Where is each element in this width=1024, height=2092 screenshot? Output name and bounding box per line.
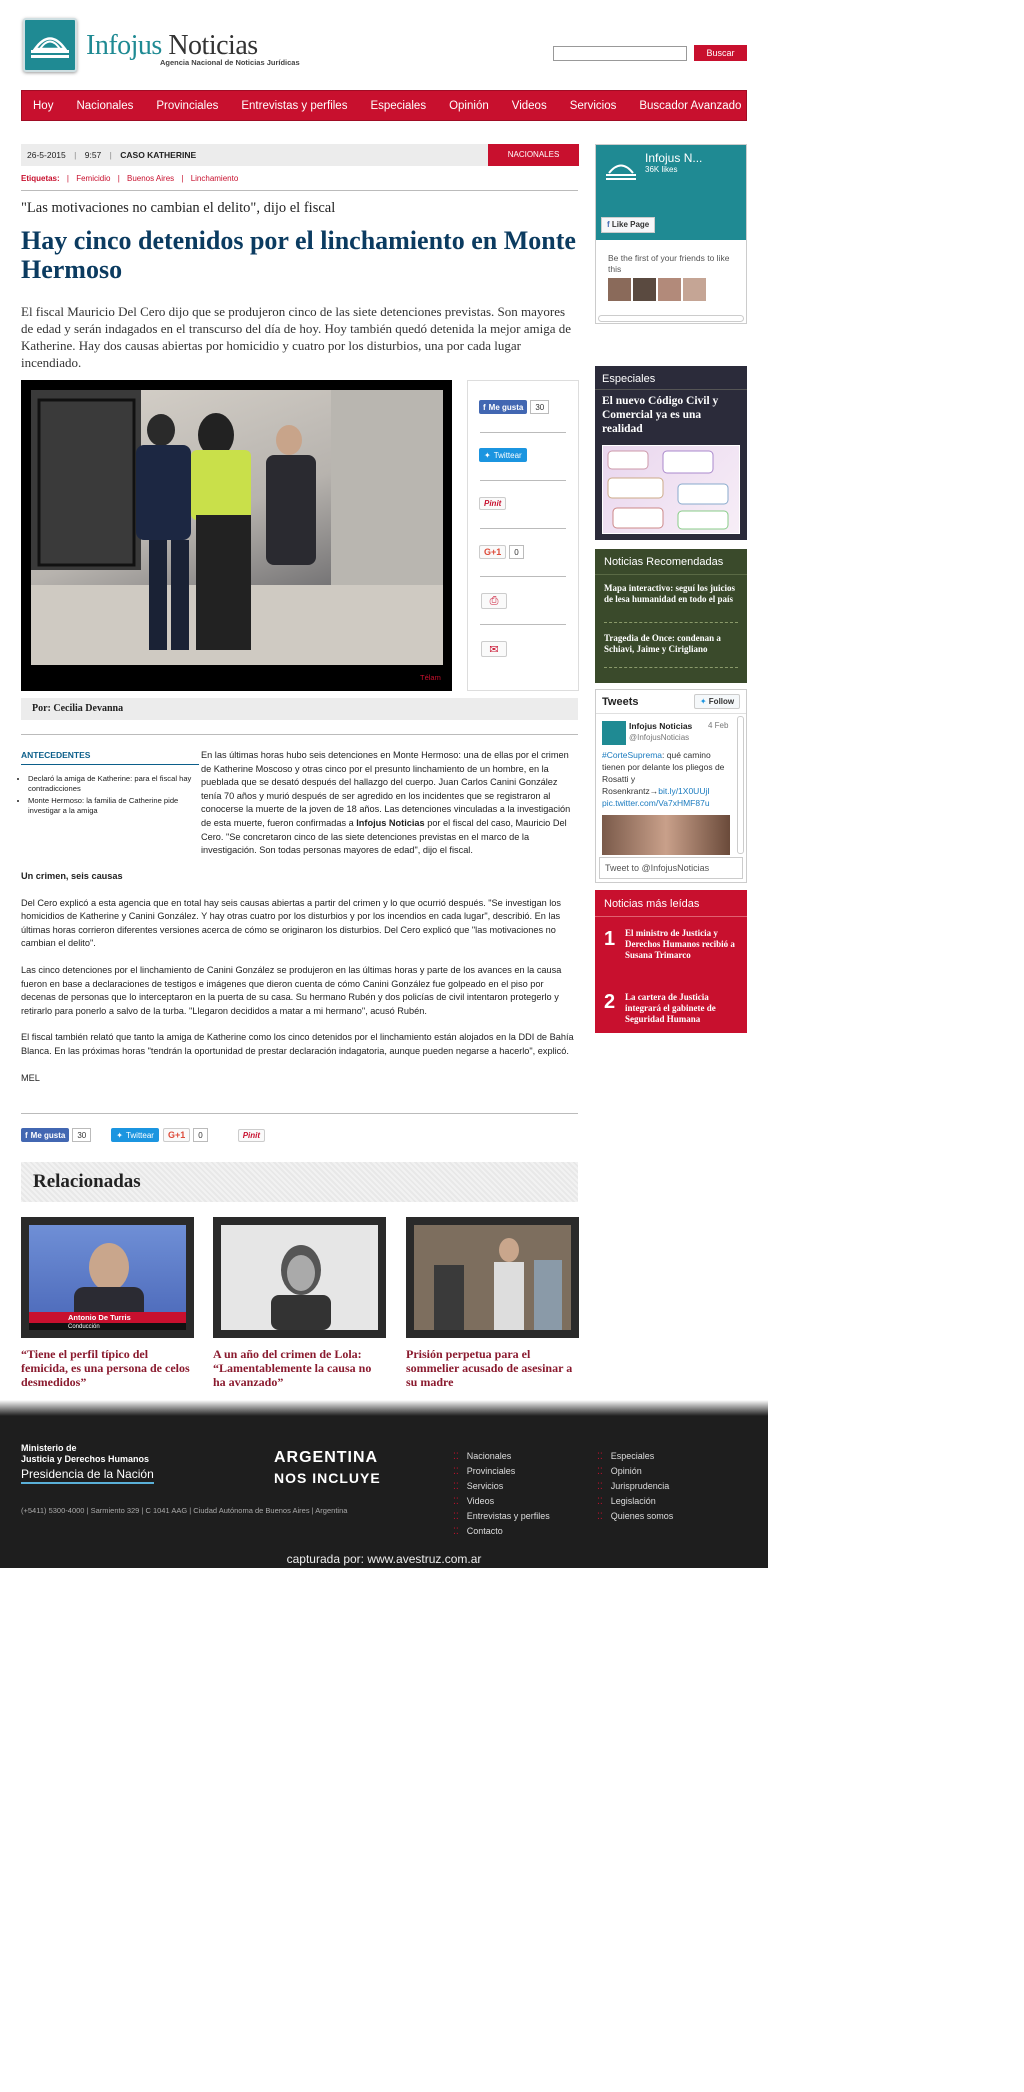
- nav-item-servicios[interactable]: Servicios: [569, 99, 617, 112]
- footer-link[interactable]: Jurisprudencia: [610, 1481, 670, 1491]
- nav-item-buscador[interactable]: Buscador Avanzado: [639, 99, 742, 112]
- article-signature: MEL: [21, 1072, 40, 1083]
- search-input[interactable]: [553, 46, 687, 61]
- twitter-label: Twittear: [125, 1130, 154, 1140]
- footer-link[interactable]: Nacionales: [466, 1451, 512, 1461]
- divider: [604, 667, 738, 668]
- related-photo-2: [221, 1225, 378, 1330]
- divider: [21, 1113, 578, 1114]
- tweet-body: : qué camino tienen por delante los pliegos de Rosatti y Rosenkrantz→: [602, 750, 725, 796]
- nav-item-provinciales[interactable]: Provinciales: [156, 99, 219, 112]
- gplus-button[interactable]: G+1: [479, 545, 506, 559]
- recomendada-link[interactable]: Tragedia de Once: condenan a Schiavi, Jaime y Cirigliano: [604, 633, 721, 654]
- article-date: 26-5-2015: [27, 150, 66, 160]
- tweets-label: Tweets: [602, 696, 639, 708]
- tweet-link[interactable]: bit.ly/1X0UUjI: [658, 786, 710, 796]
- bullet-icon: ⁚⁚: [597, 1511, 603, 1521]
- nav-item-especiales[interactable]: Especiales: [370, 99, 427, 112]
- nav-item-entrevistas[interactable]: Entrevistas y perfiles: [241, 99, 348, 112]
- sun-rays-icon: [25, 20, 75, 70]
- tweet-avatar[interactable]: [602, 721, 626, 745]
- rank-number: 1: [604, 928, 616, 950]
- especiales-image[interactable]: [602, 445, 740, 534]
- gplus-count: 0: [509, 545, 523, 559]
- section-tag[interactable]: NACIONALES: [488, 144, 579, 166]
- mas-leida-link[interactable]: El ministro de Justicia y Derechos Humanos recibió a Susana Trimarco: [625, 928, 735, 960]
- email-button[interactable]: [481, 641, 507, 657]
- antecedentes-label: ANTECEDENTES: [21, 750, 91, 760]
- footer-gradient: [0, 1400, 768, 1416]
- divider: [480, 480, 566, 481]
- pinterest-button[interactable]: Pinit: [238, 1129, 265, 1142]
- article-time: 9:57: [84, 150, 102, 160]
- footer-link[interactable]: Legislación: [610, 1496, 656, 1506]
- footer-link[interactable]: Contacto: [466, 1526, 503, 1536]
- tweets-scrollbar[interactable]: [737, 716, 744, 854]
- facebook-icon: f: [607, 220, 610, 229]
- article-subhead: Un crimen, seis causas: [21, 871, 123, 881]
- fb-like-label: Me gusta: [30, 1130, 66, 1140]
- antecedente-link[interactable]: • Monte Hermoso: la familia de Catherine pide investigar a la amiga: [28, 796, 198, 816]
- bullet-icon: ⁚⁚: [453, 1496, 459, 1506]
- facebook-scrollbar[interactable]: [598, 315, 744, 322]
- envelope-icon: ✉: [489, 643, 499, 656]
- pinterest-button[interactable]: Pinit: [479, 497, 506, 510]
- article-kicker: "Las motivaciones no cambian el delito", dijo el fiscal: [21, 200, 336, 216]
- print-button[interactable]: [481, 593, 507, 609]
- gplus-share: [479, 545, 524, 559]
- tweet-to-input[interactable]: Tweet to @InfojusNoticias: [599, 857, 743, 879]
- divider: [596, 713, 746, 714]
- tags-label: Etiquetas:: [21, 174, 60, 183]
- like-page-label: Like Page: [611, 220, 650, 229]
- tweet-user[interactable]: Infojus Noticias: [629, 721, 693, 731]
- footer-link[interactable]: Especiales: [610, 1451, 655, 1461]
- print-icon: ⎙: [489, 594, 499, 607]
- footer-address: (+5411) 5300-4000 | Sarmiento 329 | C 1041 AAG | Ciudad Autónoma de Buenos Aires | Argentina: [21, 1506, 348, 1515]
- related-photo-3: [414, 1225, 571, 1330]
- related-heading: Relacionadas: [21, 1162, 578, 1202]
- bullet-icon: ⁚⁚: [453, 1526, 459, 1536]
- fb-like-button[interactable]: [479, 400, 527, 414]
- twitter-bird-icon: ✦: [484, 450, 491, 460]
- related-title[interactable]: “Tiene el perfil típico del femicida, es una persona de celos desmedidos”: [21, 1347, 190, 1389]
- tweet-image[interactable]: [602, 815, 730, 855]
- main-nav: [21, 90, 747, 121]
- tag-link[interactable]: Linchamiento: [190, 174, 239, 183]
- mas-leidas-label: Noticias más leídas: [604, 898, 700, 910]
- rank-number: 2: [604, 991, 616, 1013]
- divider: [480, 624, 566, 625]
- paragraph-2: Del Cero explicó a esta agencia que en total hay seis causas abiertas a partir del crimen y lo que ocurrió después. "Se investigan los homicidios de Katherine y Canini González. Y hay otras cuatro por los disturbios y por los incendios en cada lugar", describió. En las últimas horas corrieron diferentes versiones acerca de cómo se originaron los disturbios. Del Cero explicó que "las motivaciones no cambian el delito".: [21, 897, 562, 949]
- bullet-icon: ⁚⁚: [597, 1496, 603, 1506]
- facebook-like-page-button[interactable]: [601, 217, 655, 233]
- twitter-bird-icon: ✦: [116, 1130, 123, 1140]
- twitter-share: [479, 448, 527, 462]
- divider: [21, 734, 578, 735]
- tweet-handle[interactable]: @InfojusNoticias: [629, 733, 690, 742]
- fb-share: [479, 400, 549, 414]
- bullet-icon: ⁚⁚: [453, 1511, 459, 1521]
- footer-link[interactable]: Servicios: [466, 1481, 504, 1491]
- fb-count: 30: [72, 1128, 91, 1142]
- ministerio-line-1: Ministerio de: [21, 1443, 77, 1453]
- logo-accent: Noticias: [168, 30, 258, 61]
- related-caption: Antonio De Turris: [68, 1313, 131, 1322]
- antecedentes-list: [28, 774, 198, 818]
- friend-avatar[interactable]: [658, 278, 681, 301]
- paragraph-1b: por el fiscal del caso, Mauricio Del Cero. "Se concretaron cinco de las siete detenciones previstas en el marco de la investigación. Son todas personas mayores de edad", dijo el fiscal.: [201, 817, 567, 856]
- footer-link[interactable]: Videos: [466, 1496, 495, 1506]
- paragraph-3: Las cinco detenciones por el linchamiento de Canini González se produjeron en las últimas horas y parte de los avances en la causa fueron en base a declaraciones de testigos e imágenes que dieron cuenta de cómo Canini González fue golpeado en el piso por decenas de personas que lo interceptaron en la puerta de su casa. Su hermano Rubén y dos policías de civil intentaron protegerlo y retirarlo para ponerlo a salvo de la turba. "Llegaron decididos a matar a mi hermano", acusó Rubén.: [21, 964, 562, 1016]
- facebook-likes: 36K likes: [645, 165, 678, 174]
- paragraph-4: El fiscal también relató que tanto la amiga de Katherine como los cinco detenidos por el linchamiento están alojados en la DDI de Bahía Blanca. En las próximas horas "tendrán la oportunidad de prestar declaración indagatoria, aunque pueden negarse a hacerlo", explicó.: [21, 1032, 574, 1056]
- article-body: [21, 870, 578, 1098]
- bullet-icon: ⁚⁚: [597, 1466, 603, 1476]
- bullet-icon: ⁚⁚: [597, 1451, 603, 1461]
- related-caption-sub: Conducción: [68, 1324, 100, 1330]
- twitter-button[interactable]: [479, 448, 527, 462]
- article-headline: Hay cinco detenidos por el linchamiento en Monte Hermoso: [21, 226, 576, 284]
- footer-link[interactable]: Quienes somos: [610, 1511, 674, 1521]
- bottom-share-bar: [21, 1128, 265, 1142]
- divider: [595, 389, 747, 390]
- fb-count: 30: [530, 400, 549, 414]
- gplus-count: 0: [193, 1128, 207, 1142]
- divider: [480, 432, 566, 433]
- article-case[interactable]: CASO KATHERINE: [120, 150, 197, 160]
- bullet-icon: ⁚⁚: [453, 1451, 459, 1461]
- fb-like-button[interactable]: [21, 1128, 69, 1142]
- article-lead: El fiscal Mauricio Del Cero dijo que se produjeron cinco de las siete detenciones previstas. Son mayores de edad y serán indagados en el transcurso del día de hoy. Hoy también quedó detenida la mejor amiga de Katherine. Hay dos causas abiertas por homicidio y cuatro por los disturbios, una por cada lugar incendiado.: [21, 304, 572, 370]
- divider: [480, 576, 566, 577]
- friend-avatar[interactable]: [633, 278, 656, 301]
- tags-row: Etiquetas: | Femicidio | Buenos Aires | Linchamiento: [21, 174, 239, 183]
- search-button[interactable]: Buscar: [694, 45, 747, 61]
- related-title[interactable]: Prisión perpetua para el sommelier acusado de asesinar a su madre: [406, 1347, 573, 1389]
- presidencia-logo[interactable]: Presidencia de la Nación: [21, 1467, 154, 1484]
- twitter-label: Twittear: [493, 450, 522, 460]
- bullet-icon: ⁚⁚: [453, 1481, 459, 1491]
- tweet-text: [602, 749, 730, 809]
- recomendadas-widget: [595, 549, 747, 683]
- article-meta-bar: 26-5-2015 | 9:57 | CASO KATHERINE: [21, 144, 488, 166]
- tag-link[interactable]: Buenos Aires: [127, 174, 175, 183]
- bullet-icon: ⁚⁚: [597, 1481, 603, 1491]
- footer-links-col2: [597, 1449, 673, 1524]
- tweet-hashtag[interactable]: #CorteSuprema: [602, 750, 663, 760]
- nav-item-opinion[interactable]: Opinión: [449, 99, 489, 112]
- nav-item-hoy[interactable]: Hoy: [33, 99, 54, 112]
- especiales-label: Especiales: [602, 373, 656, 385]
- friend-avatar[interactable]: [608, 278, 631, 301]
- divider: [604, 622, 738, 623]
- recomendada-link[interactable]: Mapa interactivo: seguí los juicios de lesa humanidad en todo el país: [604, 583, 735, 604]
- fb-like-label: Me gusta: [488, 402, 524, 412]
- argentina-slogan-2: NOS INCLUYE: [274, 1470, 381, 1486]
- tweet-link[interactable]: pic.twitter.com/Va7xHMF87u: [602, 798, 710, 808]
- fb-icon: f: [25, 1130, 28, 1140]
- nav-item-nacionales[interactable]: Nacionales: [76, 99, 134, 112]
- photo-credit: Télam: [420, 673, 441, 682]
- related-image[interactable]: [414, 1225, 571, 1330]
- tweet-date[interactable]: 4 Feb: [708, 721, 729, 730]
- twitter-follow-button[interactable]: [694, 694, 740, 709]
- bullet-icon: ⁚⁚: [453, 1466, 459, 1476]
- fb-icon: f: [483, 402, 486, 412]
- antecedente-link[interactable]: • Declaró la amiga de Katherine: para el fiscal hay contradicciones: [28, 774, 198, 794]
- site-logo-icon[interactable]: [23, 18, 77, 72]
- footer-links-col1: [453, 1449, 550, 1539]
- byline: Por: Cecilia Devanna: [21, 698, 578, 720]
- gplus-button[interactable]: G+1: [163, 1128, 190, 1142]
- footer-link[interactable]: Entrevistas y perfiles: [466, 1511, 550, 1521]
- divider: [480, 528, 566, 529]
- capture-credit: capturada por: www.avestruz.com.ar: [286, 1552, 482, 1566]
- infojus-bold: Infojus Noticias: [356, 817, 425, 828]
- footer-link[interactable]: Provinciales: [466, 1466, 516, 1476]
- recomendadas-label: Noticias Recomendadas: [604, 556, 724, 568]
- friend-avatar[interactable]: [683, 278, 706, 301]
- article-photo[interactable]: [31, 390, 443, 665]
- logo-subtitle: Agencia Nacional de Noticias Jurídicas: [160, 58, 300, 67]
- mas-leida-link[interactable]: La cartera de Justicia integrará el gabinete de Seguridad Humana: [625, 992, 716, 1024]
- divider: [21, 190, 578, 191]
- divider: [595, 916, 747, 917]
- ministerio-line-2: Justicia y Derechos Humanos: [21, 1454, 150, 1464]
- paragraph-1a: En las últimas horas hubo seis detenciones en Monte Hermoso: una de ellas por el crimen de Katherine Moscoso y otras cinco por el presunto linchamiento de un hombre, en la pueblada que se desató después del hallazgo del cuerpo. Juan Carlos Canini González tenía 70 años y murió después de ser agredido en los incidentes que se registraron al conocerse la muerte de la joven de 18 años. Las detenciones vinculadas a la investigación de esta muerte, fueron confirmadas a: [201, 750, 571, 828]
- related-title[interactable]: A un año del crimen de Lola: “Lamentablemente la causa no ha avanzado”: [213, 1347, 372, 1389]
- related-image[interactable]: [221, 1225, 378, 1330]
- logo-main: Infojus: [86, 30, 162, 61]
- nav-item-videos[interactable]: Videos: [511, 99, 547, 112]
- facebook-page-logo[interactable]: [601, 152, 641, 190]
- facebook-page-name[interactable]: Infojus N...: [645, 151, 703, 165]
- facebook-friends-text: Be the first of your friends to like this: [608, 253, 730, 274]
- especiales-title[interactable]: El nuevo Código Civil y Comercial ya es una realidad: [602, 395, 719, 435]
- argentina-slogan-1: ARGENTINA: [274, 1449, 379, 1466]
- photo-illustration: [31, 390, 443, 665]
- tag-link[interactable]: Femicidio: [76, 174, 111, 183]
- twitter-bird-icon: ✦: [699, 697, 707, 706]
- follow-label: Follow: [708, 697, 735, 706]
- divider: [21, 764, 199, 765]
- sun-rays-icon: [601, 152, 641, 190]
- footer-link[interactable]: Opinión: [610, 1466, 642, 1476]
- pinterest-share: [479, 497, 506, 510]
- divider: [595, 574, 747, 575]
- twitter-button[interactable]: [111, 1128, 159, 1142]
- especiales-illustration: [603, 446, 739, 533]
